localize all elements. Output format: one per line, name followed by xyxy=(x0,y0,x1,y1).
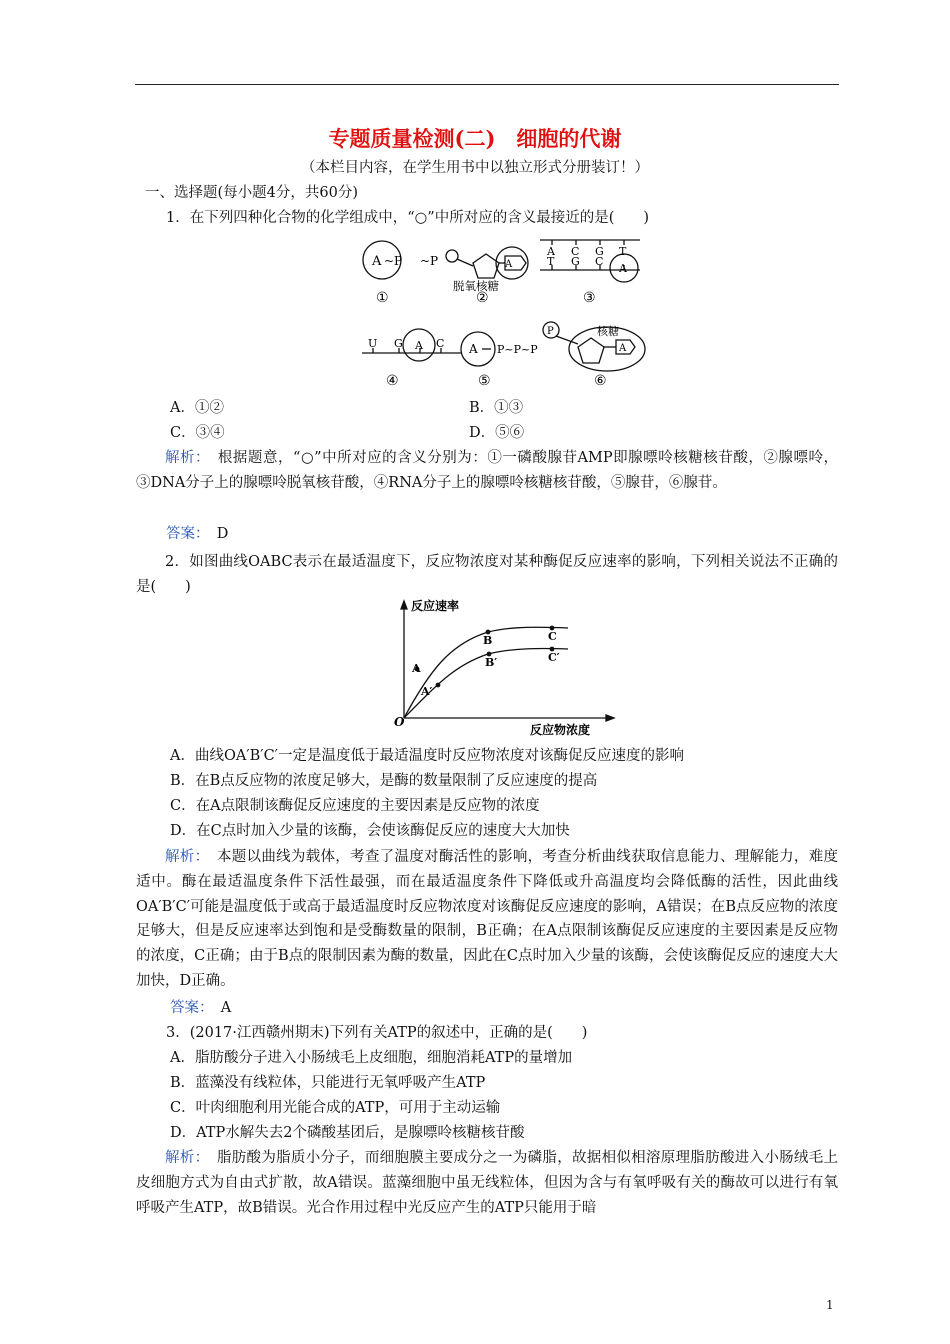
label-A-prime: A′ xyxy=(421,685,433,698)
m5-chain: P~P~P xyxy=(497,343,538,356)
q1-option-c: C．③④ xyxy=(170,425,225,441)
y-axis-label: 反应速率 xyxy=(411,599,460,613)
molecule-2 xyxy=(446,247,528,279)
ribose-sugar xyxy=(578,338,604,363)
m3-num: ③ xyxy=(583,290,596,306)
q1-figure xyxy=(340,232,670,392)
page-subtitle: （本栏目内容，在学生用书中以独立形式分册装订！） xyxy=(301,160,649,176)
m1-num: ① xyxy=(376,290,389,306)
m1-p2: ~P xyxy=(420,254,439,268)
m1-a: A xyxy=(372,254,382,269)
m3-bottom-2: C xyxy=(595,255,604,268)
label-B: B xyxy=(483,634,493,647)
q3-option-c: C．叶肉细胞利用光能合成的ATP，可用于主动运输 xyxy=(170,1100,501,1116)
m5-a: A xyxy=(469,342,478,356)
q2-answer-value: A xyxy=(220,1000,232,1016)
q1-option-a: A．①② xyxy=(170,400,224,416)
q2-answer-label: 答案： xyxy=(170,1000,207,1016)
m3-bottom-3: A xyxy=(619,262,627,275)
q1-analysis-label: 解析： xyxy=(165,450,203,466)
q3-option-a: A．脂肪酸分子进入小肠绒毛上皮细胞，细胞消耗ATP的量增加 xyxy=(170,1050,573,1066)
header-rule xyxy=(135,84,839,85)
m1-p1: ~P xyxy=(384,254,403,268)
m2-num: ② xyxy=(476,290,489,306)
q1-stem: 1．在下列四种化合物的化学组成中，“○”中所对应的含义最接近的是( ) xyxy=(166,210,650,226)
x-axis-arrow xyxy=(606,715,614,721)
m3-top-0: A xyxy=(547,245,555,258)
q2-analysis-label: 解析： xyxy=(165,849,203,865)
m6-sugar: 核糖 xyxy=(597,325,619,338)
q1-answer-value: D xyxy=(216,526,229,542)
q2-option-c: C．在A点限制该酶促反应速度的主要因素是反应物的浓度 xyxy=(170,798,540,814)
page-number: 1 xyxy=(826,1298,834,1312)
q2-option-a: A．曲线OA′B′C′一定是温度低于最适温度时反应物浓度对该酶促反应速度的影响 xyxy=(170,748,684,764)
m3-bottom-1: G xyxy=(571,255,580,268)
q2-option-b: B．在B点反应物的浓度足够大，是酶的数量限制了反应速度的提高 xyxy=(170,773,598,789)
m4-num: ④ xyxy=(386,373,399,389)
q2-option-d: D．在C点时加入少量的该酶，会使该酶促反应的速度大大加快 xyxy=(170,823,570,839)
molecule-5 xyxy=(461,332,495,366)
m4-base-3: C xyxy=(436,337,445,350)
q3-stem: 3．(2017·江西赣州期末)下列有关ATP的叙述中，正确的是( ) xyxy=(166,1025,588,1041)
q1-option-d: D．⑤⑥ xyxy=(469,425,525,441)
m3-top-2: G xyxy=(595,245,604,258)
x-axis-label: 反应物浓度 xyxy=(530,723,591,737)
q1-option-b: B．①③ xyxy=(469,400,524,416)
label-B-prime: B′ xyxy=(485,656,498,669)
m2-base: A xyxy=(505,259,513,270)
m5-num: ⑤ xyxy=(478,373,491,389)
m4-base-1: G xyxy=(394,337,403,350)
q3-analysis xyxy=(136,1146,838,1220)
section-label: 一、选择题(每小题4分，共60分) xyxy=(145,185,358,201)
point-A-prime xyxy=(436,683,441,688)
m4-base-0: U xyxy=(368,337,378,350)
q1-answer xyxy=(166,524,228,544)
q3-option-d: D．ATP水解失去2个磷酸基团后，是腺嘌呤核糖核苷酸 xyxy=(170,1125,525,1141)
page-title: 专题质量检测(二) 细胞的代谢 xyxy=(328,126,622,151)
q2-stem: 2．如图曲线OABC表示在最适温度下，反应物浓度对某种酶促反应速率的影响，下列相关说法不正确的是( ) xyxy=(136,554,838,595)
q1-answer-label: 答案： xyxy=(166,526,203,542)
phosphate-circle xyxy=(446,250,458,262)
q2-analysis xyxy=(136,845,838,994)
label-C: C xyxy=(548,630,557,643)
q3-option-b: B．蓝藻没有线粒体，只能进行无氧呼吸产生ATP xyxy=(170,1075,486,1091)
q3-analysis-text: 脂肪酸为脂质小分子，而细胞膜主要成分之一为磷脂，故据相似相溶原理脂肪酸进入小肠绒毛上皮细胞方式为自由式扩散，故A错误。蓝藻细胞中虽无线粒体，但因为含与有氧呼吸有关的酶故可以进行有氧呼吸产生ATP，故B错误。光合作用过程中光反应产生的ATP只能用于暗 xyxy=(136,1150,839,1216)
m3-bottom-0: T xyxy=(547,255,555,268)
m4-base-2: A xyxy=(415,339,423,352)
y-axis-arrow xyxy=(401,601,407,609)
m6-base: A xyxy=(619,343,627,354)
m3-top-3: T xyxy=(619,245,627,258)
pentose-sugar xyxy=(473,254,499,278)
q2-answer xyxy=(170,998,231,1018)
q1-analysis xyxy=(136,446,838,496)
m6-p: P xyxy=(547,326,554,337)
m3-top-1: C xyxy=(571,245,580,258)
q3-analysis-label: 解析： xyxy=(165,1150,203,1166)
m2-sugar: 脱氧核糖 xyxy=(453,279,499,293)
m6-num: ⑥ xyxy=(594,373,607,389)
q2-analysis-text: 本题以曲线为载体，考查了温度对酶活性的影响，考查分析曲线获取信息能力、理解能力，难度适中。酶在最适温度条件下活性最强，而在最适温度条件下降低或升高温度均会降低酶的活性，因此曲线OA′B′C′可能是温度低于或高于最适温度时反应物浓度对该酶促反应速度的影响，A错误；在B点反应物的浓度足够大，但是反应速率达到饱和是受酶数量的限制，B正确；在A点限制该酶促反应速度的主要因素是反应物的浓度，C正确；由于B点的限制因素为酶的数量，因此在C点时加入少量的该酶，会使该酶促反应的速度大大加快，D正确。 xyxy=(136,849,839,989)
q1-analysis-text: 根据题意，“○”中所对应的含义分别为：①一磷酸腺苷AMP即腺嘌呤核糖核苷酸，②腺嘌呤，③DNA分子上的腺嘌呤脱氧核苷酸，④RNA分子上的腺嘌呤核糖核苷酸，⑤腺苷，⑥腺苷。 xyxy=(136,450,839,491)
molecule-6 xyxy=(543,322,645,371)
label-A: A xyxy=(412,662,421,675)
label-C-prime: C′ xyxy=(548,651,560,664)
origin-label: O xyxy=(394,715,405,729)
q2-chart xyxy=(380,598,630,740)
